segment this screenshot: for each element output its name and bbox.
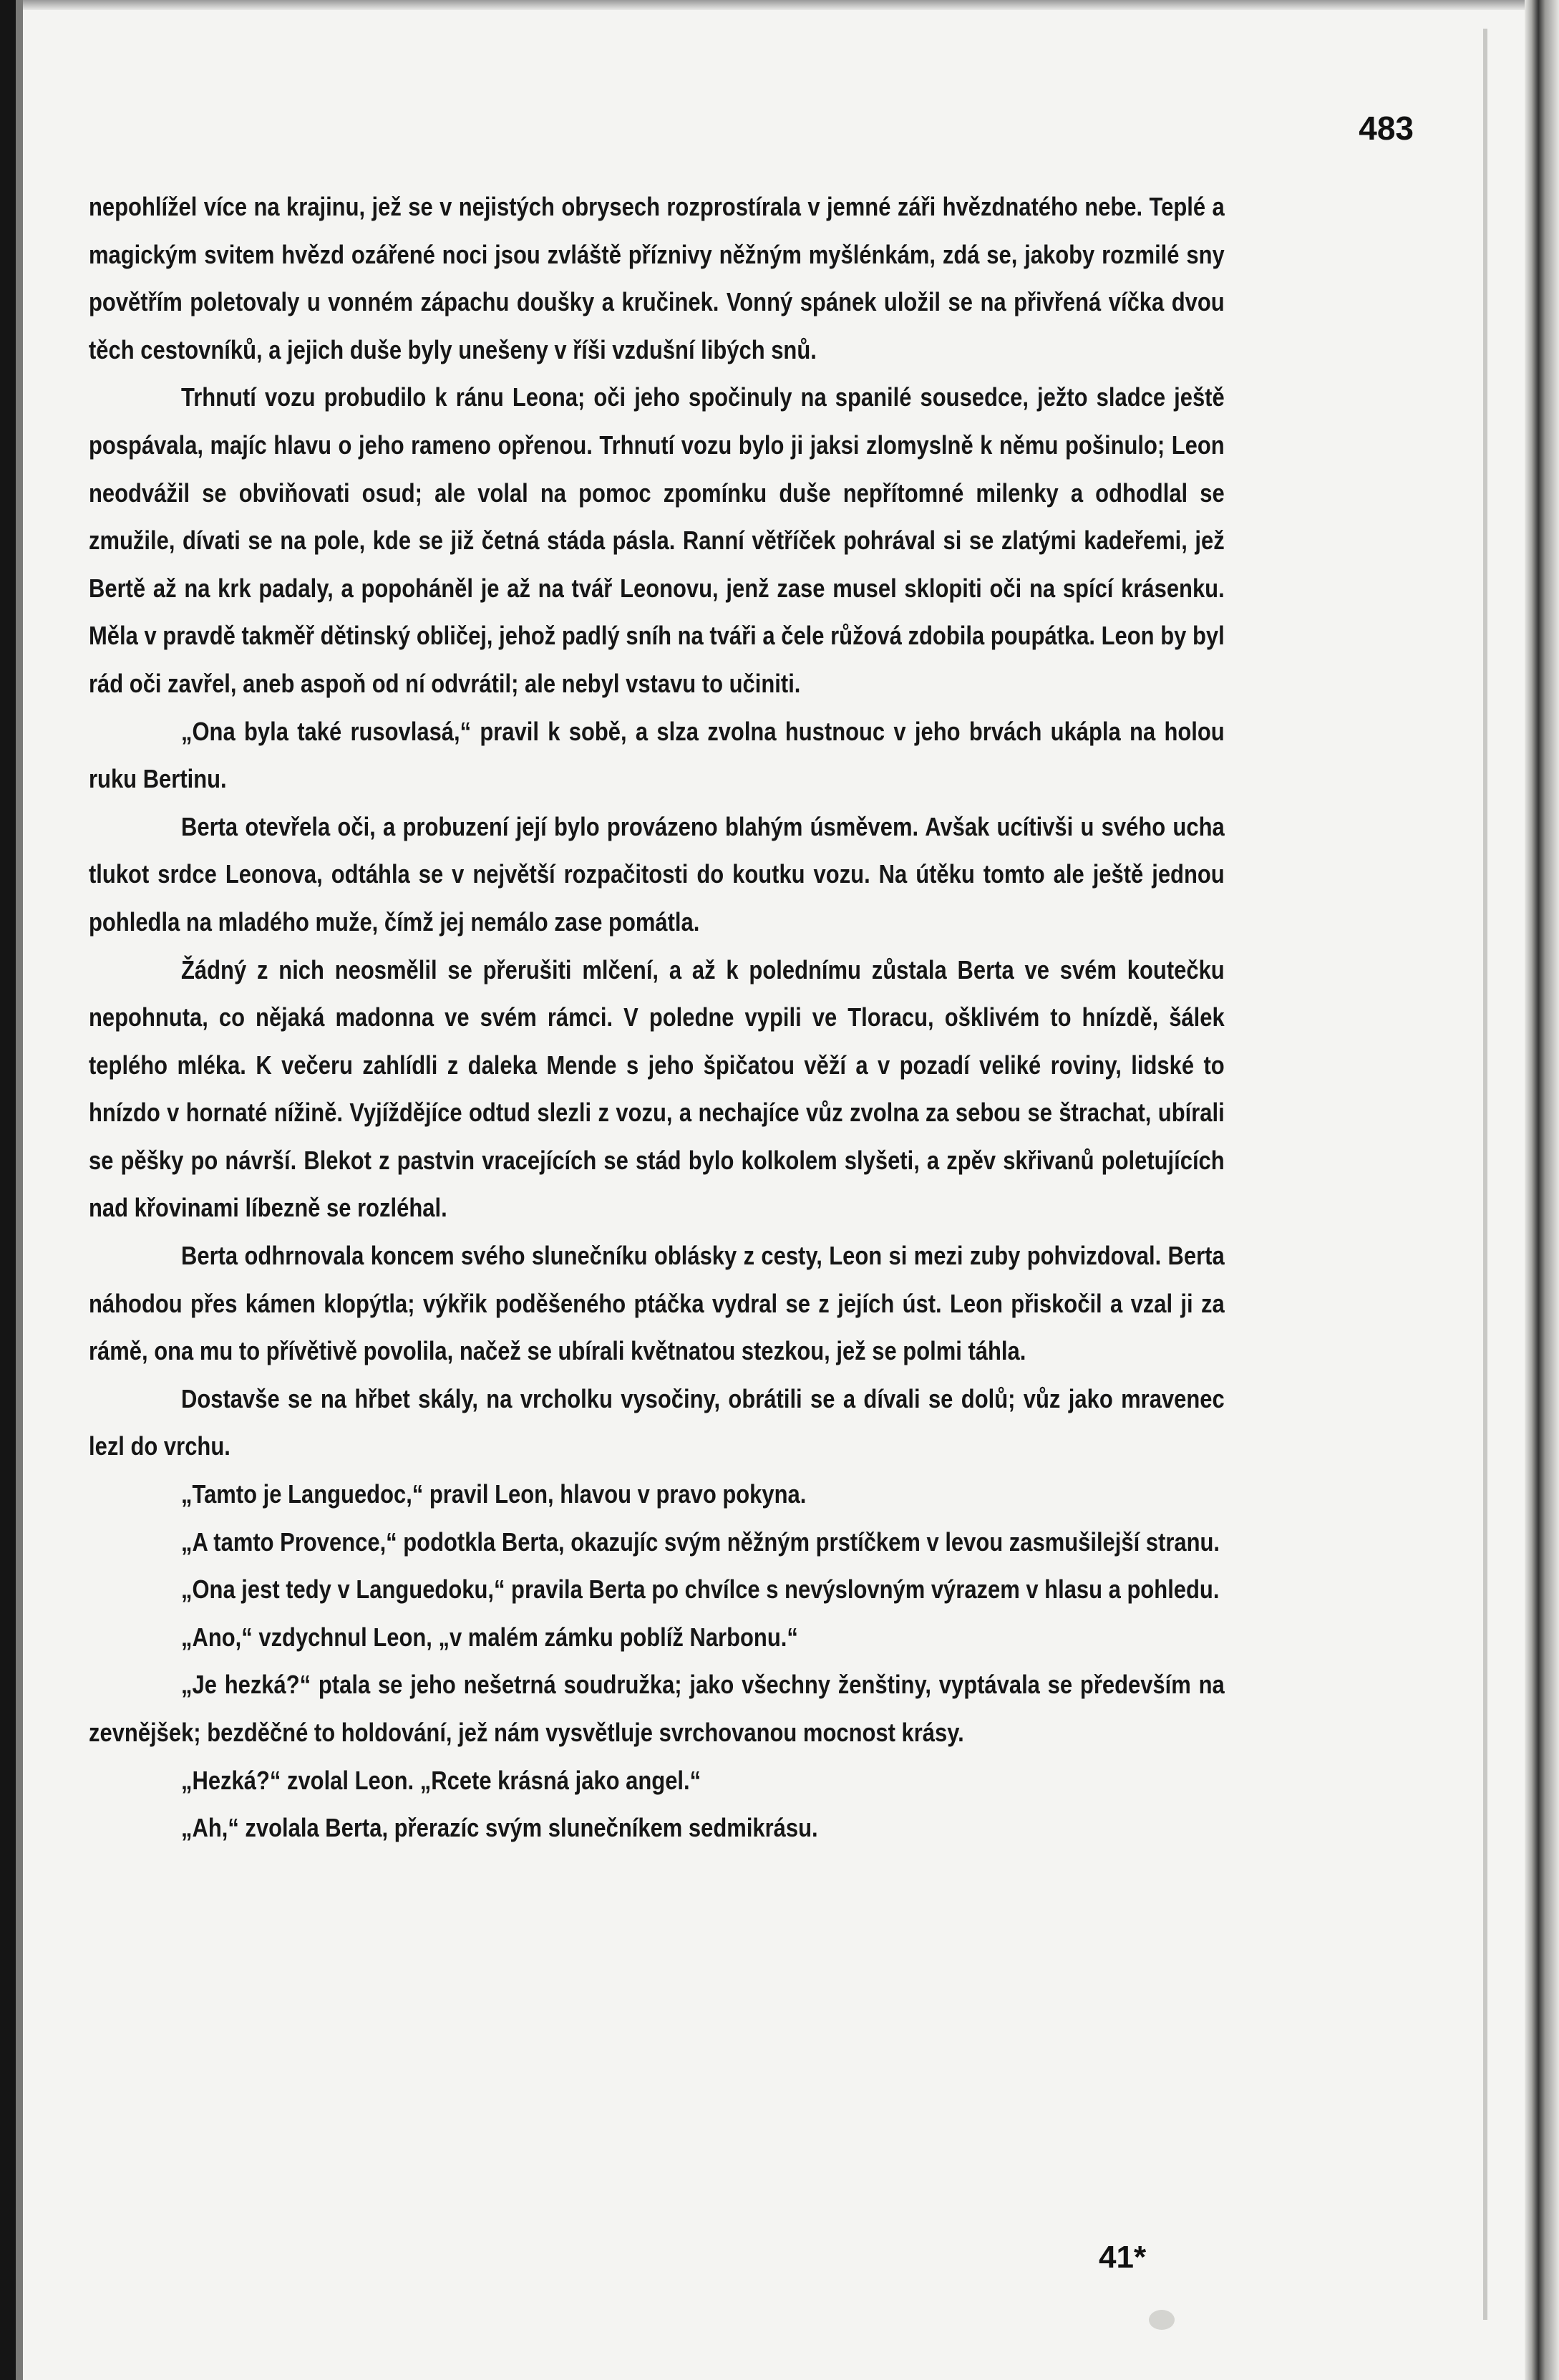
scan-left-border	[0, 0, 16, 2380]
paragraph-10: „Ona jest tedy v Languedoku,“ pravila Berta po chvílce s nevýslovným výrazem v hlasu a pohledu.	[181, 1574, 1220, 1605]
paragraph-8: „Tamto je Languedoc,“ pravil Leon, hlavou v pravo pokyna.	[181, 1479, 807, 1509]
scan-left-shadow	[16, 0, 23, 2380]
paragraph-14: „Ah,“ zvolala Berta, přerazíc svým slunečníkem sedmikrásu.	[181, 1813, 818, 1843]
paragraph-7: Dostavše se na hřbet skály, na vrcholku vysočiny, obrátili se a dívali se dolů; vůz jako mravenec lezl do vrchu.	[89, 1383, 1225, 1461]
paragraph-5: Žádný z nich neosmělil se přerušiti mlčení, a až k polednímu zůstala Berta ve svém koutečku nepohnuta, co nějaká madonna ve svém rámci. V poledne vypili ve Tloracu, ošklivém to hnízdě, šálek teplého mléka. K večeru zahlídli z daleka Mende s jeho špičatou věží a v pozadí veliké roviny, lidské to hnízdo v hornaté nížině. Vyjíždějíce odtud slezli z vozu, a nechajíce vůz zvolna za sebou se štrachat, ubírali se pěšky po návrší. Blekot z pastvin vracejících se stád bylo kolkolem slyšeti, a zpěv skřivanů poletujících nad křovinami líbezně se rozléhal.	[89, 954, 1225, 1223]
top-page-edge	[23, 0, 1525, 10]
page-fold-line	[1483, 29, 1487, 2320]
paragraph-3: „Ona byla také rusovlasá,“ pravil k sobě, a slza zvolna hustnouc v jeho brvách ukápla na holou ruku Bertinu.	[89, 716, 1225, 794]
paragraph-4: Berta otevřela oči, a probuzení její bylo provázeno blahým úsměvem. Avšak ucítivši u svého ucha tlukot srdce Leonova, odtáhla se v největší rozpačitosti do koutku vozu. Na útěku tomto ale ještě jednou pohledla na mladého muže, čímž jej nemálo zase pomátla.	[89, 811, 1225, 937]
ink-smudge	[1149, 2310, 1175, 2330]
paragraph-1: nepohlížel více na krajinu, jež se v nejistých obrysech rozprostírala v jemné záři hvězdnatého nebe. Teplé a magickým svitem hvězd ozářené noci jsou zvláště příznivy něžným myšlénkám, zdá se, jakoby rozmilé sny povětřím poletovaly u vonném zápachu doušky a kručinek. Vonný spánek uložil se na přivřená víčka dvou těch cestovníků, a jejich duše byly unešeny v říši vzdušní libých snů.	[89, 192, 1225, 364]
paragraph-13: „Hezká?“ zvolal Leon. „Rcete krásná jako angel.“	[181, 1765, 701, 1795]
body-text	[89, 183, 1225, 1852]
scan-right-border	[1525, 0, 1559, 2380]
paragraph-6: Berta odhrnovala koncem svého slunečníku oblásky z cesty, Leon si mezi zuby pohvizdoval. Berta náhodou přes kámen klopýtla; výkřik poděšeného ptáčka vydral se z jejích úst. Leon přiskočil a vzal ji za rámě, ona mu to přívětivě povolila, načež se ubírali květnatou stezkou, jež se polmi táhla.	[89, 1241, 1225, 1366]
paragraph-12: „Je hezká?“ ptala se jeho nešetrná soudružka; jako všechny ženštiny, vyptávala se především na zevnějšek; bezděčné to holdování, jež nám vysvětluje svrchovanou mocnost krásy.	[89, 1670, 1225, 1747]
paragraph-11: „Ano,“ vzdychnul Leon, „v malém zámku poblíž Narbonu.“	[181, 1622, 798, 1652]
page-number: 483	[1359, 110, 1414, 147]
paragraph-2: Trhnutí vozu probudilo k ránu Leona; oči jeho spočinuly na spanilé sousedce, ježto sladce ještě pospávala, majíc hlavu o jeho rameno opřenou. Trhnutí vozu bylo ji jaksi zlomyslně k němu pošinulo; Leon neodvážil se obviňovati osud; ale volal na pomoc zpomínku duše nepřítomné milenky a odhodlal se zmužile, dívati se na pole, kde se již četná stáda pásla. Ranní větříček pohrával si se zlatými kadeřemi, jež Bertě až na krk padaly, a popoháněl je až na tvář Leonovu, jenž zase musel sklopiti oči na spící krásenku. Měla v pravdě takměř dětinský obličej, jehož padlý sníh na tváři a čele růžová zdobila poupátka. Leon by byl rád oči zavřel, aneb aspoň od ní odvrátil; ale nebyl vstavu to učiniti.	[89, 382, 1225, 698]
paragraph-9: „A tamto Provence,“ podotkla Berta, okazujíc svým něžným prstíčkem v levou zasmušilejší stranu.	[181, 1527, 1220, 1557]
signature-mark: 41*	[1099, 2240, 1147, 2275]
